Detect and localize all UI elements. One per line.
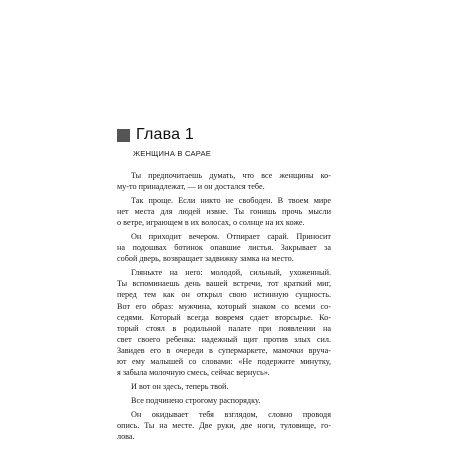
text-line: Так проще. Если никто не свободен. В твоем мире bbox=[131, 196, 331, 206]
text-line: Глянькте на него: молодой, сильный, ухоженный. bbox=[131, 268, 331, 278]
text-line: седями. Который всегда вовремя сдает вторсырье. Ко- bbox=[117, 312, 331, 322]
text-line: И вот он здесь, теперь твой. bbox=[131, 381, 229, 391]
chapter-subtitle: ЖЕНЩИНА В САРАЕ bbox=[133, 149, 212, 158]
text-line: Ты вспоминаешь день вашей встречи, тот краткий миг, bbox=[117, 279, 331, 289]
text-line: ют ему малышей со словами: «Не подержите минутку, bbox=[117, 356, 331, 366]
text-line: лова. bbox=[117, 432, 135, 442]
paragraph bbox=[117, 267, 331, 377]
paragraph bbox=[117, 195, 331, 228]
text-line: опись. Ты на месте. Две руки, две ноги, туловище, го- bbox=[117, 420, 331, 430]
text-line: о ветре, играющем в их волосах, о солнце на их коже. bbox=[117, 218, 305, 228]
paragraph bbox=[117, 395, 331, 406]
paragraph bbox=[117, 381, 331, 392]
text-line: перед тем как он открыл свою истинную сущность. bbox=[117, 290, 331, 300]
text-line: Ты предпочитаешь думать, что все женщины ко- bbox=[131, 171, 331, 180]
text-line: на подошвах ботинок опавшие листья. Закрывает за bbox=[117, 243, 331, 253]
chapter-heading bbox=[117, 125, 194, 145]
text-line: Он приходит вечером. Отпирает сарай. Приносит bbox=[131, 232, 331, 242]
text-line: нет места для людей извне. Ты гонишь прочь мысли bbox=[117, 207, 331, 217]
text-line: Все подчинено строгому распорядку. bbox=[131, 395, 261, 405]
text-line: Вот его образ: мужчина, который знаком со всеми со- bbox=[117, 301, 331, 311]
text-line: собой дверь, возвращает задвижку замка на место. bbox=[117, 254, 294, 264]
text-line: му-то принадлежат, — и он достался тебе. bbox=[117, 182, 265, 192]
paragraph bbox=[117, 170, 331, 192]
text-line: торый стоял в родильной палате при появлении на bbox=[117, 323, 331, 333]
text-line: я забыла молочную смесь, сейчас вернусь». bbox=[117, 367, 270, 377]
text-line: Завидев его в очереди в супермаркете, мамочки вруча- bbox=[117, 345, 331, 355]
chapter-title: Глава 1 bbox=[136, 126, 194, 143]
paragraph bbox=[117, 409, 331, 442]
text-line: Он окидывает тебя взглядом, словно проводя bbox=[131, 409, 331, 419]
chapter-body bbox=[117, 170, 331, 442]
chapter-square-marker bbox=[117, 129, 130, 142]
paragraph bbox=[117, 231, 331, 264]
text-line: свет своего ребенка: надежный щит против злых сил. bbox=[117, 334, 331, 344]
